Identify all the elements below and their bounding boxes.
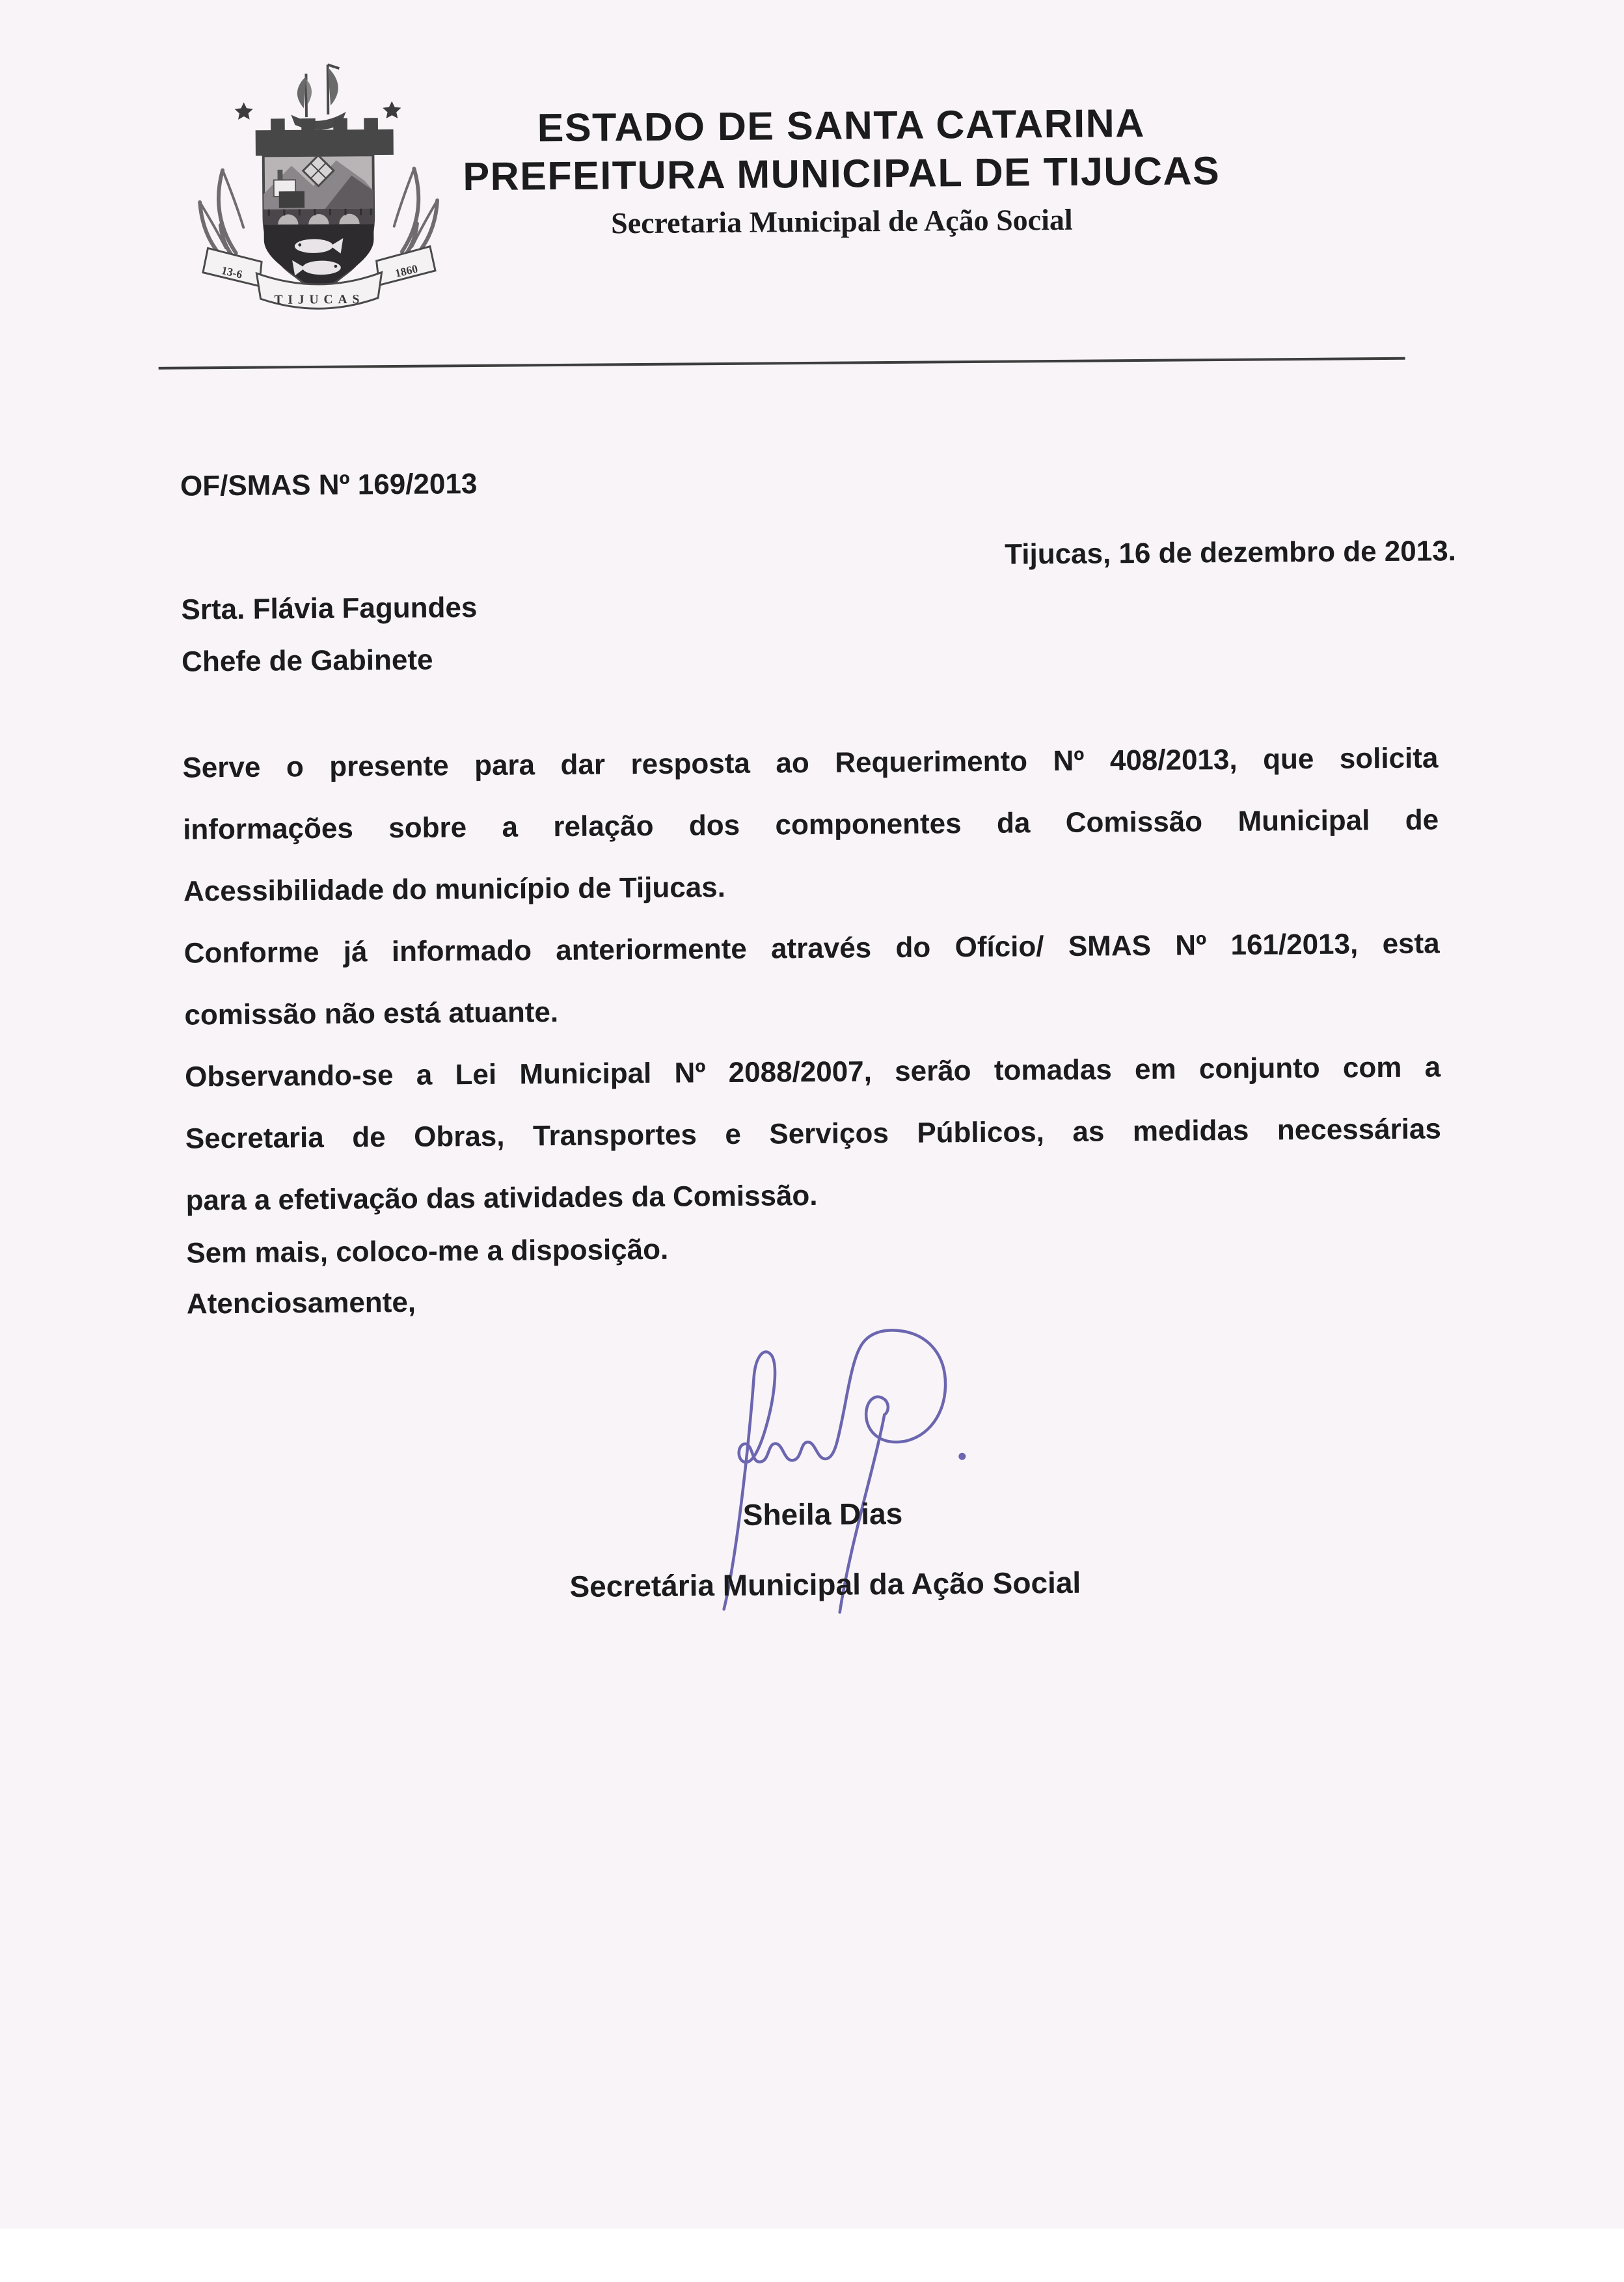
document-reference: OF/SMAS Nº 169/2013: [180, 468, 478, 502]
body-line: Observando-se a Lei Municipal Nº 2088/2007, serão tomadas em conjunto com a: [185, 1051, 1441, 1093]
closing-block: [186, 1225, 669, 1330]
star-left-icon: [235, 102, 253, 120]
recipient-name: Srta. Flávia Fagundes: [181, 591, 478, 626]
letterhead-state: ESTADO DE SANTA CATARINA: [537, 100, 1146, 150]
body-line: Serve o presente para dar resposta ao Requerimento Nº 408/2013, que solicita: [182, 742, 1439, 784]
body-line: informações sobre a relação dos componentes da Comissão Municipal de: [183, 804, 1439, 846]
closing-salutation: Atenciosamente,: [186, 1286, 416, 1320]
letterhead: [418, 99, 1265, 241]
signer-title: Secretária Municipal da Ação Social: [569, 1565, 1081, 1603]
body-paragraph: [182, 727, 1442, 1231]
recipient-title: Chefe de Gabinete: [181, 644, 433, 678]
body-line: comissão não está atuante.: [184, 996, 559, 1031]
machine-icon: [279, 191, 304, 208]
banner-left-text: 13-6: [220, 264, 244, 281]
date-line: Tijucas, 16 de dezembro de 2013.: [1005, 535, 1457, 571]
scanner-edge-strip: [0, 2229, 1624, 2282]
body-line: Secretaria de Obras, Transportes e Serviços Públicos, as medidas necessárias: [185, 1113, 1442, 1155]
closing-line: Sem mais, coloco-me a disposição.: [186, 1233, 669, 1270]
star-right-icon: [383, 101, 401, 118]
banner-center-text: TIJUCAS: [274, 292, 365, 307]
letterhead-municipality: PREFEITURA MUNICIPAL DE TIJUCAS: [463, 148, 1221, 199]
letterhead-secretariat: Secretaria Municipal de Ação Social: [610, 202, 1073, 240]
signature-dot: [958, 1453, 966, 1460]
header-divider-line: [159, 357, 1405, 370]
body-line: Acessibilidade do município de Tijucas.: [183, 871, 726, 908]
body-line: Conforme já informado anteriormente através do Ofício/ SMAS Nº 161/2013, esta: [183, 927, 1440, 970]
body-line: para a efetivação das atividades da Comissão.: [185, 1179, 818, 1217]
banner-right-text: 1860: [394, 262, 419, 280]
signer-name: Sheila Dias: [742, 1496, 903, 1532]
tijucas-coat-of-arms: [183, 47, 453, 322]
